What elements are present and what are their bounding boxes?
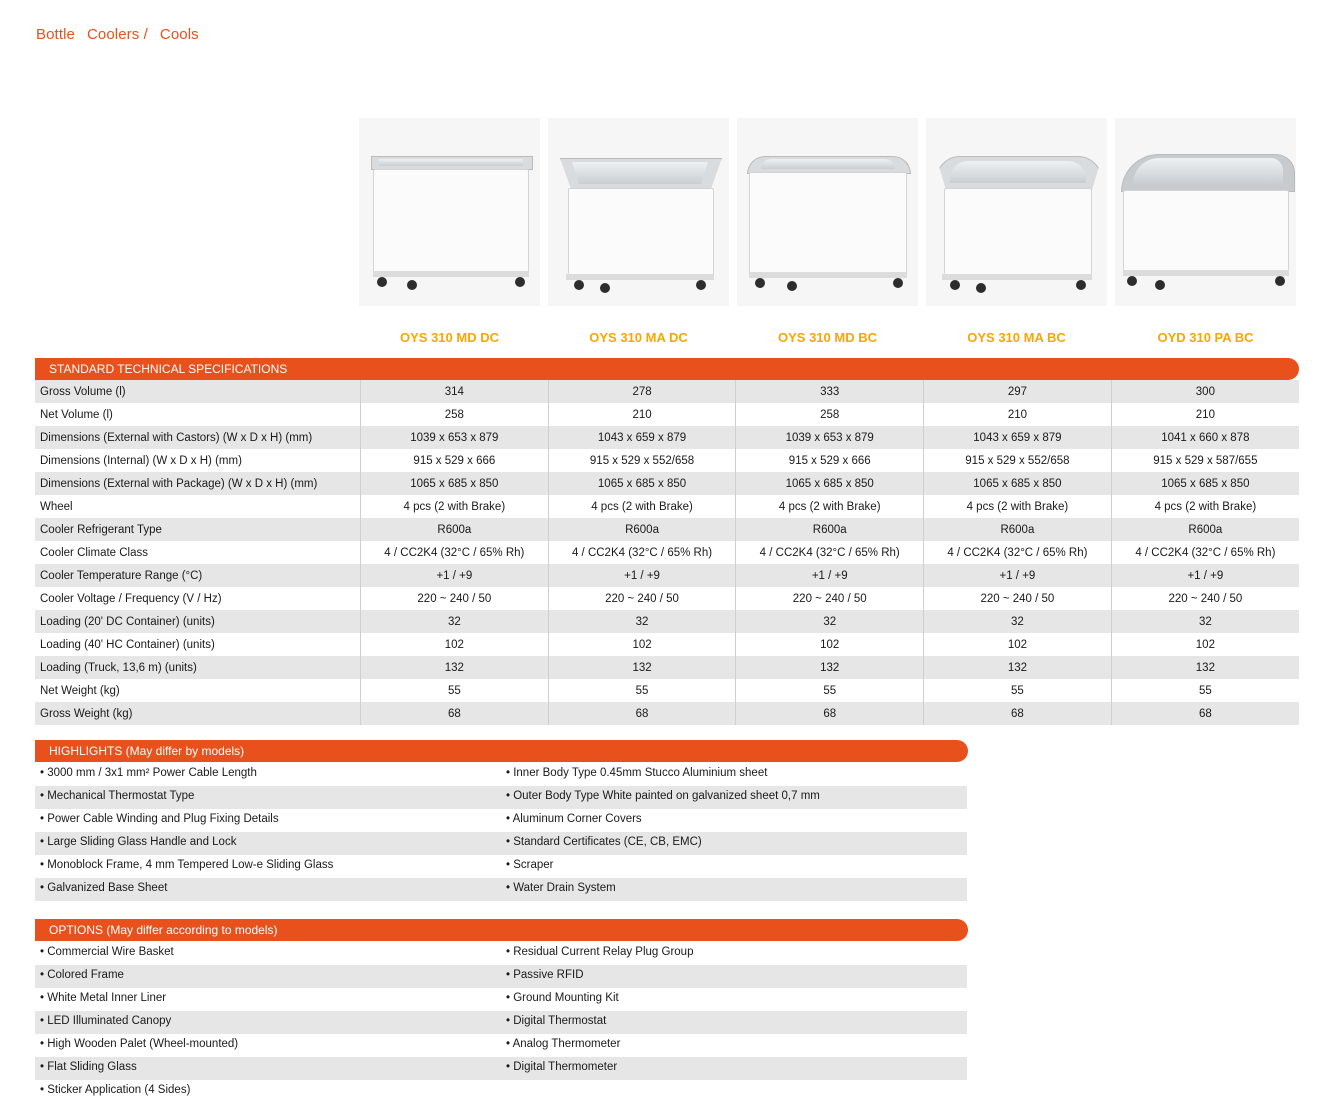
- list-item-text: • Analog Thermometer: [506, 1038, 621, 1050]
- spec-value: 220 ~ 240 / 50: [361, 587, 549, 610]
- table-row: [35, 564, 1299, 587]
- table-row: [35, 541, 1299, 564]
- spec-value: 210: [548, 403, 736, 426]
- spec-label: Loading (20' DC Container) (units): [35, 610, 361, 633]
- product-image: [737, 118, 918, 306]
- spec-value: 102: [1111, 633, 1299, 656]
- list-item-text: • Digital Thermometer: [506, 1061, 618, 1073]
- spec-value: 220 ~ 240 / 50: [1111, 587, 1299, 610]
- list-item-text: • Residual Current Relay Plug Group: [506, 946, 694, 958]
- product-image: [548, 118, 729, 306]
- product-image: [359, 118, 540, 306]
- spec-value: 68: [548, 702, 736, 725]
- spec-value: 4 pcs (2 with Brake): [548, 495, 736, 518]
- list-item: [35, 855, 967, 878]
- table-row: [35, 449, 1299, 472]
- spec-value: 55: [548, 679, 736, 702]
- product-card[interactable]: [544, 118, 733, 348]
- list-item-text: • Monoblock Frame, 4 mm Tempered Low-e Sliding Glass: [40, 859, 334, 871]
- spec-label: Dimensions (External with Castors) (W x D x H) (mm): [35, 426, 361, 449]
- breadcrumb-item[interactable]: Bottle: [36, 26, 75, 43]
- spec-value: 915 x 529 x 587/655: [1111, 449, 1299, 472]
- spec-value: 300: [1111, 380, 1299, 403]
- spec-value: 1065 x 685 x 850: [1111, 472, 1299, 495]
- table-row: [35, 426, 1299, 449]
- options-section-header: OPTIONS (May differ according to models): [35, 919, 968, 941]
- spec-label: Wheel: [40, 500, 73, 513]
- spec-value: +1 / +9: [361, 564, 549, 587]
- list-item: [35, 878, 967, 901]
- table-row: [35, 702, 1299, 725]
- spec-value: 915 x 529 x 552/658: [548, 449, 736, 472]
- spec-value: 4 / CC2K4 (32°C / 65% Rh): [548, 541, 736, 564]
- product-gallery: [355, 118, 1300, 348]
- spec-value: 4 pcs (2 with Brake): [736, 495, 924, 518]
- spec-value: 915 x 529 x 666: [361, 449, 549, 472]
- spec-value: +1 / +9: [1111, 564, 1299, 587]
- spec-label: Loading (Truck, 13,6 m) (units): [35, 656, 361, 679]
- spec-value: 55: [736, 679, 924, 702]
- list-item-text: • Flat Sliding Glass: [40, 1061, 137, 1073]
- spec-label: Net Volume (l): [40, 408, 113, 421]
- spec-value: R600a: [361, 518, 549, 541]
- spec-value: 210: [924, 403, 1112, 426]
- product-card[interactable]: [922, 118, 1111, 348]
- spec-value: 4 pcs (2 with Brake): [924, 495, 1112, 518]
- spec-label: Cooler Temperature Range (°C): [35, 564, 361, 587]
- product-image: [926, 118, 1107, 306]
- list-item: [35, 763, 967, 786]
- list-item: [35, 942, 967, 965]
- spec-value: 1043 x 659 x 879: [924, 426, 1112, 449]
- list-item: [35, 1034, 967, 1057]
- product-image: [1115, 118, 1296, 306]
- product-name: OYS 310 MD DC: [400, 330, 499, 345]
- list-item-text: • Standard Certificates (CE, CB, EMC): [506, 836, 702, 848]
- spec-value: 102: [548, 633, 736, 656]
- spec-value: 1041 x 660 x 878: [1111, 426, 1299, 449]
- list-item-text: • Outer Body Type White painted on galvanized sheet 0,7 mm: [506, 790, 820, 802]
- spec-value: 210: [1111, 403, 1299, 426]
- list-item-text: • Large Sliding Glass Handle and Lock: [40, 836, 237, 848]
- spec-value: 258: [361, 403, 549, 426]
- spec-value: 4 / CC2K4 (32°C / 65% Rh): [924, 541, 1112, 564]
- spec-value: 915 x 529 x 552/658: [924, 449, 1112, 472]
- spec-value: 132: [736, 656, 924, 679]
- spec-value: 102: [924, 633, 1112, 656]
- list-item: [35, 786, 967, 809]
- spec-value: 1039 x 653 x 879: [736, 426, 924, 449]
- spec-value: 915 x 529 x 666: [736, 449, 924, 472]
- product-card[interactable]: [355, 118, 544, 348]
- spec-value: +1 / +9: [924, 564, 1112, 587]
- spec-value: 32: [924, 610, 1112, 633]
- product-name: OYD 310 PA BC: [1157, 330, 1254, 345]
- table-row: [35, 403, 1299, 426]
- spec-value: 68: [736, 702, 924, 725]
- list-item-text: • Commercial Wire Basket: [40, 946, 174, 958]
- list-item: [35, 1057, 967, 1080]
- table-row: [35, 679, 1299, 702]
- spec-value: 55: [924, 679, 1112, 702]
- list-item-text: • Passive RFID: [506, 969, 584, 981]
- breadcrumb: [36, 26, 211, 43]
- product-card[interactable]: [733, 118, 922, 348]
- spec-label: Cooler Voltage / Frequency (V / Hz): [40, 592, 222, 605]
- spec-value: 4 pcs (2 with Brake): [1111, 495, 1299, 518]
- spec-value: 4 / CC2K4 (32°C / 65% Rh): [361, 541, 549, 564]
- spec-value: 132: [924, 656, 1112, 679]
- spec-value: 132: [361, 656, 549, 679]
- spec-value: R600a: [1111, 518, 1299, 541]
- highlights-section-header: HIGHLIGHTS (May differ by models): [35, 740, 968, 762]
- product-name: OYS 310 MD BC: [778, 330, 877, 345]
- spec-table: [35, 380, 1299, 725]
- spec-value: 220 ~ 240 / 50: [736, 587, 924, 610]
- spec-value: 102: [736, 633, 924, 656]
- spec-label: Cooler Refrigerant Type: [35, 518, 361, 541]
- spec-label: Dimensions (External with Package) (W x D x H) (mm): [35, 472, 361, 495]
- spec-value: 132: [1111, 656, 1299, 679]
- spec-value: 220 ~ 240 / 50: [548, 587, 736, 610]
- spec-value: 32: [548, 610, 736, 633]
- spec-value: R600a: [548, 518, 736, 541]
- spec-value: 32: [736, 610, 924, 633]
- spec-value: 258: [736, 403, 924, 426]
- list-item-text: • Ground Mounting Kit: [506, 992, 619, 1004]
- spec-value: 4 / CC2K4 (32°C / 65% Rh): [736, 541, 924, 564]
- spec-value: 1043 x 659 x 879: [548, 426, 736, 449]
- table-row: [35, 518, 1299, 541]
- spec-value: 1039 x 653 x 879: [361, 426, 549, 449]
- spec-label: Cooler Climate Class: [40, 546, 149, 559]
- list-item-text: • Aluminum Corner Covers: [506, 813, 642, 825]
- table-row: [35, 472, 1299, 495]
- table-row: [35, 495, 1299, 518]
- spec-value: 102: [361, 633, 549, 656]
- spec-label: Gross Weight (kg): [35, 702, 361, 725]
- spec-value: 1065 x 685 x 850: [548, 472, 736, 495]
- list-item-text: • Galvanized Base Sheet: [40, 882, 168, 894]
- breadcrumb-item[interactable]: Cools: [159, 26, 199, 43]
- list-item: [35, 988, 967, 1011]
- spec-value: R600a: [736, 518, 924, 541]
- spec-value: 278: [548, 380, 736, 403]
- product-name: OYS 310 MA BC: [967, 330, 1066, 345]
- spec-value: 314: [361, 380, 549, 403]
- list-item-text: • Mechanical Thermostat Type: [40, 790, 195, 802]
- spec-value: 1065 x 685 x 850: [736, 472, 924, 495]
- spec-label: Loading (40' HC Container) (units): [40, 638, 215, 651]
- spec-value: 68: [1111, 702, 1299, 725]
- spec-value: 333: [736, 380, 924, 403]
- spec-section-header: STANDARD TECHNICAL SPECIFICATIONS: [35, 358, 1299, 380]
- spec-value: 55: [1111, 679, 1299, 702]
- product-card[interactable]: [1111, 118, 1300, 348]
- spec-value: 32: [1111, 610, 1299, 633]
- spec-label: Gross Volume (l): [35, 380, 361, 403]
- table-row: [35, 656, 1299, 679]
- list-item-text: • Inner Body Type 0.45mm Stucco Aluminium sheet: [506, 767, 768, 779]
- list-item-text: • 3000 mm / 3x1 mm² Power Cable Length: [40, 767, 257, 779]
- spec-value: R600a: [924, 518, 1112, 541]
- list-item-text: • Power Cable Winding and Plug Fixing Details: [40, 813, 279, 825]
- list-item-text: • White Metal Inner Liner: [40, 992, 167, 1004]
- table-row: [35, 380, 1299, 403]
- spec-value: 32: [361, 610, 549, 633]
- list-item-text: • Scraper: [506, 859, 554, 871]
- spec-value: +1 / +9: [548, 564, 736, 587]
- product-name: OYS 310 MA DC: [589, 330, 688, 345]
- list-item-text: • Sticker Application (4 Sides): [40, 1084, 191, 1096]
- highlights-list: [35, 763, 967, 901]
- spec-value: 4 pcs (2 with Brake): [361, 495, 549, 518]
- list-item-text: • LED Illuminated Canopy: [40, 1015, 172, 1027]
- spec-value: 297: [924, 380, 1112, 403]
- list-item-text: • Water Drain System: [506, 882, 616, 894]
- list-item: [35, 1011, 967, 1034]
- spec-label: Dimensions (Internal) (W x D x H) (mm): [40, 454, 242, 467]
- list-item: [35, 809, 967, 832]
- list-item-text: • High Wooden Palet (Wheel-mounted): [40, 1038, 239, 1050]
- list-item: [35, 832, 967, 855]
- spec-value: 220 ~ 240 / 50: [924, 587, 1112, 610]
- list-item: [35, 965, 967, 988]
- spec-value: 1065 x 685 x 850: [924, 472, 1112, 495]
- spec-value: 1065 x 685 x 850: [361, 472, 549, 495]
- options-list: [35, 942, 967, 1103]
- list-item-text: • Digital Thermostat: [506, 1015, 607, 1027]
- table-row: [35, 633, 1299, 656]
- table-row: [35, 587, 1299, 610]
- spec-label: Net Weight (kg): [40, 684, 120, 697]
- list-item-text: • Colored Frame: [40, 969, 124, 981]
- table-row: [35, 610, 1299, 633]
- breadcrumb-item[interactable]: Coolers /: [86, 26, 148, 43]
- spec-value: 132: [548, 656, 736, 679]
- spec-value: 55: [361, 679, 549, 702]
- spec-value: +1 / +9: [736, 564, 924, 587]
- spec-value: 68: [924, 702, 1112, 725]
- spec-value: 68: [361, 702, 549, 725]
- spec-value: 4 / CC2K4 (32°C / 65% Rh): [1111, 541, 1299, 564]
